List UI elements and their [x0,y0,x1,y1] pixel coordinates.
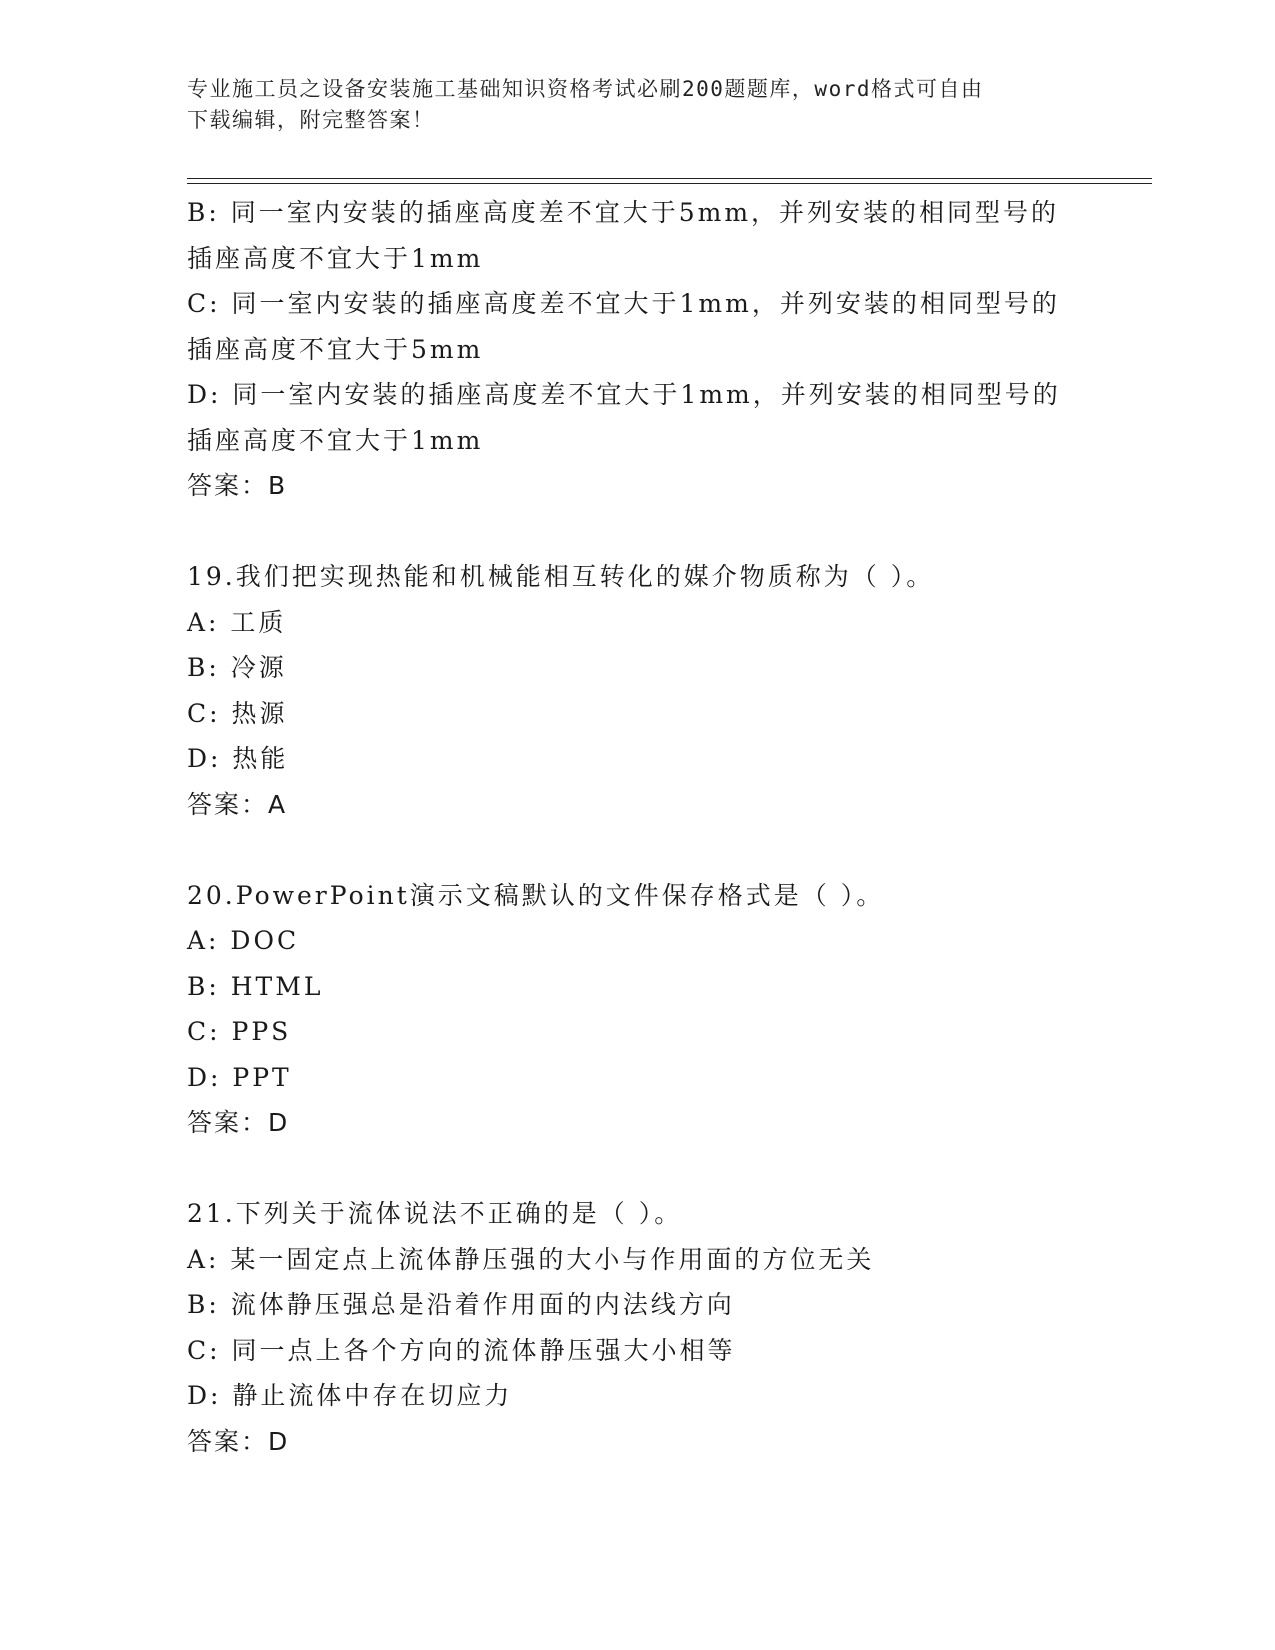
q19-option-b: B: 冷源 [187,653,287,682]
q18-option-b-line-2: 插座高度不宜大于1mm [187,243,484,273]
q20-answer: 答案：D [187,1108,290,1137]
q19-option-c: C: 热源 [187,698,288,728]
q21-option-d: D: 静止流体中存在切应力 [187,1381,513,1410]
q19-option-a: A: 工质 [187,607,287,637]
spacer [187,827,1152,873]
q21-option-a: A: 某一固定点上流体静压强的大小与作用面的方位无关 [187,1244,875,1274]
question-list [187,190,1152,1464]
page-header [187,74,1067,136]
question-20-block [187,873,1152,1146]
q20-option-a: A: DOC [187,926,300,955]
q21-option-b: B: 流体静压强总是沿着作用面的内法线方向 [187,1290,735,1319]
spacer [187,1146,1152,1192]
header-double-rule [187,178,1152,184]
q19-option-d: D: 热能 [187,744,289,773]
spacer [187,509,1152,555]
q20-question: 20.PowerPoint演示文稿默认的文件保存格式是（ ）。 [187,880,885,910]
q18-option-b-line-1: B: 同一室内安装的插座高度差不宜大于5mm，并列安装的相同型号的 [187,198,1060,227]
q18-option-d-line-1: D: 同一室内安装的插座高度差不宜大于1mm，并列安装的相同型号的 [187,380,1061,409]
q20-option-b: B: HTML [187,971,324,1001]
q20-option-d: D: PPT [187,1062,292,1092]
q18-answer: 答案：B [187,471,288,500]
q20-option-c: C: PPS [187,1017,292,1046]
q18-option-c-line-1: C: 同一室内安装的插座高度差不宜大于1mm，并列安装的相同型号的 [187,289,1060,318]
q21-question: 21.下列关于流体说法不正确的是（ ）。 [187,1199,683,1228]
header-line-1: 专业施工员之设备安装施工基础知识资格考试必刷200题题库，word格式可自由 [187,77,984,101]
q19-question: 19.我们把实现热能和机械能相互转化的媒介物质称为（ ）。 [187,562,935,591]
q18-option-c-line-2: 插座高度不宜大于5mm [187,334,484,364]
q19-answer: 答案：A [187,789,288,819]
question-18-block [187,190,1152,509]
header-line-2: 下载编辑，附完整答案！ [187,108,435,132]
question-21-block [187,1191,1152,1464]
q21-answer: 答案：D [187,1426,290,1456]
q21-option-c: C: 同一点上各个方向的流体静压强大小相等 [187,1335,736,1365]
question-19-block [187,554,1152,827]
q18-option-d-line-2: 插座高度不宜大于1mm [187,425,484,455]
